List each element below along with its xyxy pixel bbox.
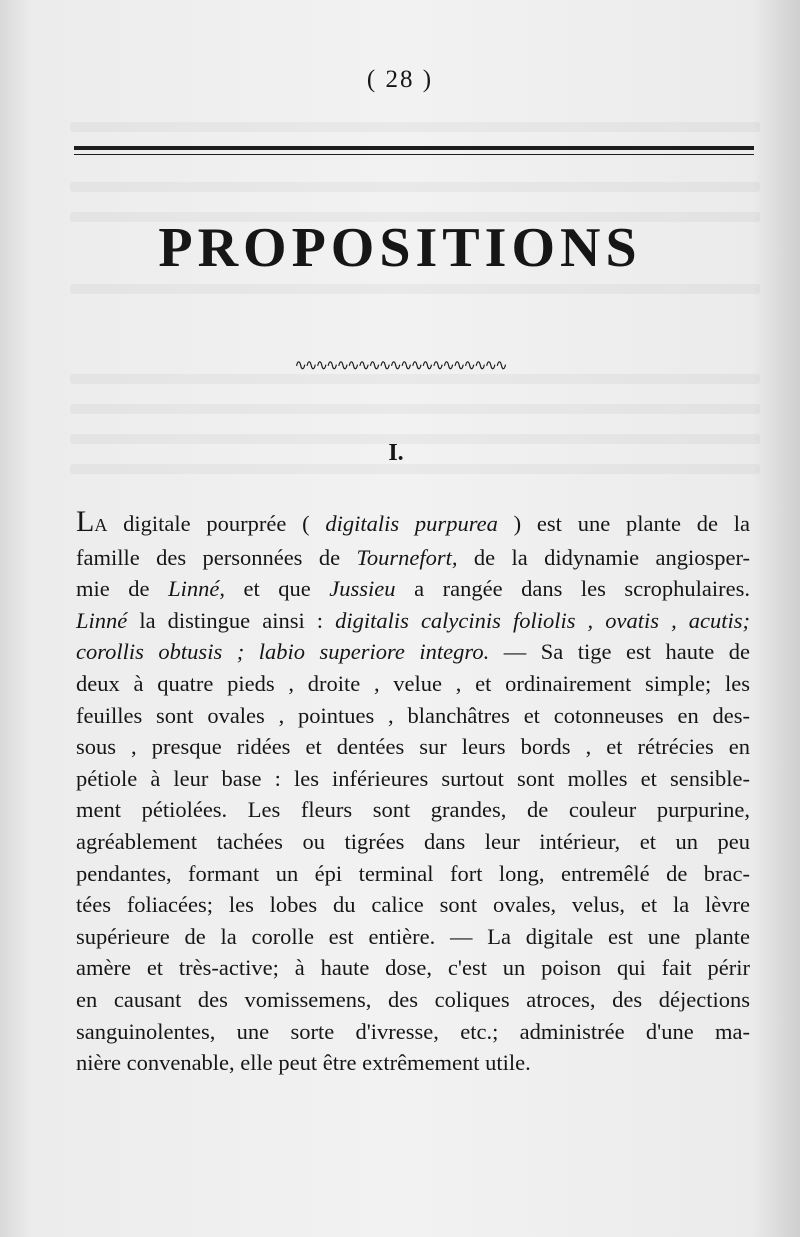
text-span: — Sa tige est haute de (489, 639, 750, 665)
latin-description: corollis obtusis ; labio superiore integro. (76, 639, 490, 665)
text-span: a rangée dans les scrophulaires. (395, 576, 750, 602)
latin-name: digitalis purpurea (325, 511, 498, 536)
small-caps-text: A (94, 515, 108, 535)
text-span: et que (224, 576, 330, 602)
show-through-line (70, 182, 760, 192)
show-through-line (70, 374, 760, 384)
text-line (76, 573, 750, 605)
author-name: Jussieu (329, 576, 396, 602)
text-line: en causant des vomissemens, des coliques atroces, des déjections (76, 986, 750, 1012)
latin-description: digitalis calycinis foliolis , ovatis , acutis; (335, 607, 751, 633)
text-line: supérieure de la corolle est entière. — La digitale est une plante (76, 923, 750, 949)
page-heading: PROPOSITIONS (158, 217, 642, 279)
header-rule-thin (74, 154, 754, 155)
drop-capital: L (76, 505, 95, 538)
author-name: Tournefort, (356, 544, 458, 570)
text-span: la distingue ainsi : (127, 607, 336, 633)
text-span: de la didynamie angiosper- (457, 544, 750, 570)
text-line: deux à quatre pieds , droite , velue , et ordinairement simple; les (76, 670, 750, 696)
text-line (76, 542, 750, 574)
author-name: Linné (76, 607, 128, 633)
text-span: ) est une plante de la (497, 511, 750, 536)
text-line: pendantes, formant un épi terminal fort long, entremêlé de brac- (76, 860, 750, 886)
proposition-paragraph (76, 506, 750, 1079)
text-line: nière convenable, elle peut être extrêmement utile. (76, 1050, 531, 1076)
show-through-line (70, 122, 760, 132)
text-span: mie de (76, 576, 169, 602)
show-through-line (70, 404, 760, 414)
text-line: amère et très-active; à haute dose, c'est un poison qui fait périr (76, 955, 750, 981)
author-name: Linné, (168, 576, 225, 602)
text-line: pétiole à leur base : les inférieures surtout sont molles et sensible- (76, 765, 750, 791)
show-through-line (70, 284, 760, 294)
text-line (76, 605, 750, 637)
ornamental-divider: ∿∿∿∿∿∿∿∿∿∿∿∿∿∿∿∿∿∿∿∿ (294, 358, 506, 374)
text-line: tées foliacées; les lobes du calice sont ovales, velus, et la lèvre (76, 892, 750, 918)
text-span: digitale pourprée ( (107, 511, 326, 536)
text-line: sous , presque ridées et dentées sur leurs bords , et rétrécies en (76, 734, 750, 760)
text-line: ment pétiolées. Les fleurs sont grandes, de couleur purpurine, (76, 797, 750, 823)
text-line: sanguinolentes, une sorte d'ivresse, etc.; administrée d'une ma- (76, 1018, 750, 1044)
text-line: agréablement tachées ou tigrées dans leur intérieur, et un peu (76, 828, 750, 854)
header-rule-thick (74, 146, 754, 150)
text-line: feuilles sont ovales , pointues , blanchâtres et cotonneuses en des- (76, 702, 750, 728)
text-line (76, 506, 750, 542)
page-number: ( 28 ) (366, 66, 434, 93)
text-line (76, 636, 750, 668)
text-span: famille des personnées de (76, 544, 357, 570)
section-numeral: I. (388, 440, 404, 466)
